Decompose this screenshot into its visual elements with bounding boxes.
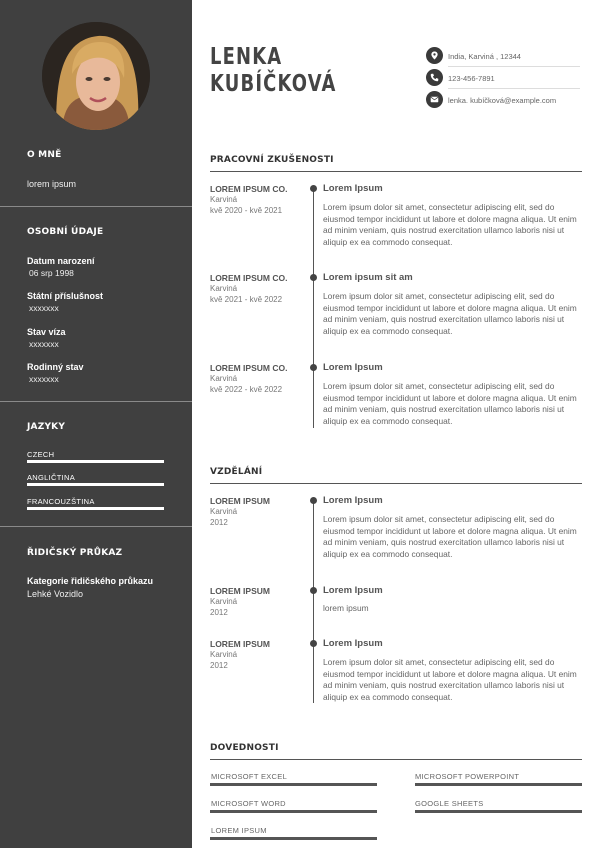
- location-icon: [426, 47, 443, 64]
- timeline-line: [313, 500, 314, 703]
- language-name: FRANCOUZŠTINA: [27, 497, 95, 506]
- skill-level-bar: [415, 783, 582, 786]
- entry-title: Lorem ipsum sit am: [323, 272, 413, 283]
- visa-value: xxxxxxx: [29, 339, 59, 349]
- entry-title: Lorem Ipsum: [323, 495, 383, 506]
- entry-organization: LOREM IPSUM CO.: [210, 273, 288, 283]
- language-name: CZECH: [27, 450, 55, 459]
- divider: [0, 206, 192, 207]
- languages-heading: JAZYKY: [27, 422, 66, 432]
- entry-dates: 2012: [210, 661, 228, 670]
- entry-location: Karviná: [210, 284, 238, 293]
- skill-level-bar: [415, 810, 582, 813]
- first-name: LENKA: [210, 44, 283, 70]
- timeline-dot: [310, 274, 317, 281]
- timeline-line: [313, 188, 314, 428]
- email-icon: [426, 91, 443, 108]
- divider: [448, 88, 580, 89]
- visa-label: Stav víza: [27, 327, 66, 337]
- timeline-dot: [310, 497, 317, 504]
- entry-description: Lorem ipsum dolor sit amet, consectetur adipiscing elit, sed do eiusmod tempor incididunt ut labore et dolore magna aliqua. Ut enim ad minim veniam, quis nostrud exercitation ullamco laboris nisi ut aliquip ex ea commodo consequat.: [323, 291, 577, 336]
- education-heading: VZDĚLÁNÍ: [210, 467, 263, 477]
- skill-level-bar: [210, 783, 377, 786]
- skill-name: LOREM IPSUM: [211, 826, 267, 835]
- entry-description: Lorem ipsum dolor sit amet, consectetur adipiscing elit, sed do eiusmod tempor incididunt ut labore et dolore magna aliqua. Ut enim ad minim veniam, quis nostrud exercitation ullamco laboris nisi ut aliquip ex ea commodo consequat.: [323, 657, 577, 702]
- language-level-bar: [27, 483, 164, 486]
- birthdate-value: 06 srp 1998: [29, 268, 74, 278]
- timeline-dot: [310, 185, 317, 192]
- skill-level-bar: [210, 837, 377, 840]
- skills-heading: DOVEDNOSTI: [210, 743, 279, 753]
- entry-organization: LOREM IPSUM CO.: [210, 363, 288, 373]
- timeline-dot: [310, 587, 317, 594]
- entry-organization: LOREM IPSUM: [210, 639, 270, 649]
- about-text: lorem ipsum: [27, 179, 77, 189]
- address-text: India, Karviná , 12344: [448, 52, 521, 61]
- license-value: Lehké Vozidlo: [27, 589, 84, 599]
- divider: [448, 66, 580, 67]
- language-level-bar: [27, 507, 164, 510]
- entry-title: Lorem Ipsum: [323, 362, 383, 373]
- entry-title: Lorem Ipsum: [323, 638, 383, 649]
- entry-organization: LOREM IPSUM: [210, 586, 270, 596]
- birthdate-label: Datum narození: [27, 256, 95, 266]
- entry-dates: 2012: [210, 608, 228, 617]
- entry-organization: LOREM IPSUM: [210, 496, 270, 506]
- entry-description: Lorem ipsum dolor sit amet, consectetur adipiscing elit, sed do eiusmod tempor incididunt ut labore et dolore magna aliqua. Ut enim ad minim veniam, quis nostrud exercitation ullamco laboris nisi ut aliquip ex ea commodo consequat.: [323, 381, 577, 426]
- entry-dates: kvě 2020 - kvě 2021: [210, 206, 283, 215]
- phone-text: 123-456-7891: [448, 74, 495, 83]
- entry-organization: LOREM IPSUM CO.: [210, 184, 288, 194]
- entry-dates: kvě 2022 - kvě 2022: [210, 385, 283, 394]
- entry-location: Karviná: [210, 374, 238, 383]
- license-heading: ŘIDIČSKÝ PRŮKAZ: [27, 548, 123, 558]
- marital-value: xxxxxxx: [29, 374, 59, 384]
- last-name: KUBÍČKOVÁ: [210, 71, 337, 97]
- skill-level-bar: [210, 810, 377, 813]
- section-divider: [210, 483, 582, 484]
- entry-description: Lorem ipsum dolor sit amet, consectetur adipiscing elit, sed do eiusmod tempor incididunt ut labore et dolore magna aliqua. Ut enim ad minim veniam, quis nostrud exercitation ullamco laboris nisi ut aliquip ex ea commodo consequat.: [323, 514, 577, 559]
- entry-description: Lorem ipsum dolor sit amet, consectetur adipiscing elit, sed do eiusmod tempor incididunt ut labore et dolore magna aliqua. Ut enim ad minim veniam, quis nostrud exercitation ullamco laboris nisi ut aliquip ex ea commodo consequat.: [323, 202, 577, 247]
- entry-location: Karviná: [210, 650, 238, 659]
- skill-name: MICROSOFT EXCEL: [211, 772, 288, 781]
- experience-heading: PRACOVNÍ ZKUŠENOSTI: [210, 155, 334, 165]
- entry-dates: 2012: [210, 518, 228, 527]
- skill-name: MICROSOFT POWERPOINT: [415, 772, 520, 781]
- divider: [0, 526, 192, 527]
- email-text: lenka. kubíčková@example.com: [448, 96, 557, 105]
- entry-dates: kvě 2021 - kvě 2022: [210, 295, 283, 304]
- phone-icon: [426, 69, 443, 86]
- entry-location: Karviná: [210, 507, 238, 516]
- license-label: Kategorie řidičského průkazu: [27, 576, 154, 586]
- timeline-dot: [310, 364, 317, 371]
- skill-name: MICROSOFT WORD: [211, 799, 286, 808]
- about-heading: O MNĚ: [27, 150, 62, 160]
- entry-location: Karviná: [210, 597, 238, 606]
- sidebar: [0, 0, 192, 848]
- entry-title: Lorem Ipsum: [323, 585, 383, 596]
- entry-title: Lorem Ipsum: [323, 183, 383, 194]
- section-divider: [210, 171, 582, 172]
- personal-heading: OSOBNÍ ÚDAJE: [27, 227, 104, 237]
- nationality-label: Státní příslušnost: [27, 291, 104, 301]
- timeline-dot: [310, 640, 317, 647]
- entry-location: Karviná: [210, 195, 238, 204]
- language-name: ANGLIČTINA: [27, 473, 76, 482]
- entry-description: lorem ipsum: [323, 603, 369, 613]
- nationality-value: xxxxxxx: [29, 303, 59, 313]
- skill-name: GOOGLE SHEETS: [415, 799, 484, 808]
- section-divider: [210, 759, 582, 760]
- language-level-bar: [27, 460, 164, 463]
- profile-photo: [42, 22, 150, 130]
- marital-label: Rodinný stav: [27, 362, 84, 372]
- divider: [0, 401, 192, 402]
